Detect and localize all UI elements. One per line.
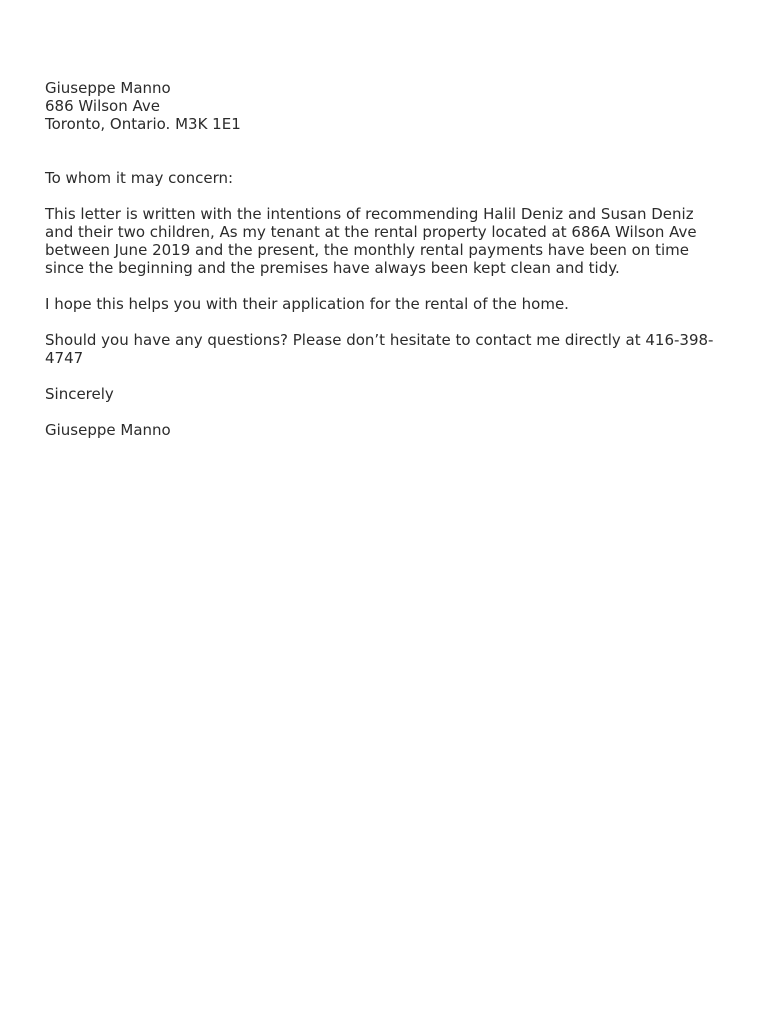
sender-address	[45, 79, 723, 133]
signature-name: Giuseppe Manno	[45, 421, 171, 439]
paragraph-contact: Should you have any questions? Please don’t hesitate to contact me directly at 416-398-4747	[45, 331, 714, 367]
sender-city-line: Toronto, Ontario. M3K 1E1	[45, 115, 241, 133]
paragraph-recommendation: This letter is written with the intentions of recommending Halil Deniz and Susan Deniz and their two children, As my tenant at the rental property located at 686A Wilson Ave between June 2019 and the present, the monthly rental payments have been on time since the beginning and the premises have always been kept clean and tidy.	[45, 205, 697, 277]
salutation: To whom it may concern:	[45, 169, 234, 187]
sender-name: Giuseppe Manno	[45, 79, 171, 97]
closing: Sincerely	[45, 385, 114, 403]
paragraph-application: I hope this helps you with their application for the rental of the home.	[45, 295, 569, 313]
sender-street: 686 Wilson Ave	[45, 97, 160, 115]
